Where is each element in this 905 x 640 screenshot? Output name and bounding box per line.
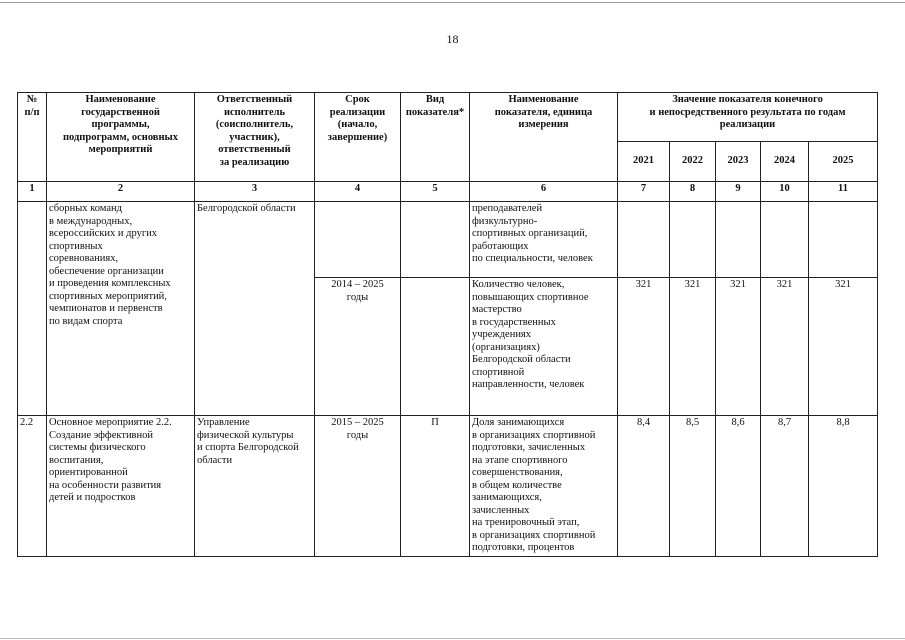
page-number: 18 [446,32,459,46]
row-value-2022: 8,5 [670,416,716,557]
column-number: 11 [809,182,878,202]
column-number: 6 [470,182,618,202]
row-value-2025 [809,202,878,278]
row-name: Основное мероприятие 2.2. Создание эффективной системы физического воспитания, ориентированной на особенности развития детей и подростков [47,416,195,557]
header-indicator: Наименование показателя, единица измерения [470,93,618,182]
row-value-2022 [670,202,716,278]
column-number: 5 [401,182,470,202]
row-value-2021: 321 [618,278,670,416]
row-period: 2014 – 2025 годы [315,278,401,416]
header-period: Срок реализации (начало, завершение) [315,93,401,182]
row-executor: Управление физической культуры и спорта Белгородской области [195,416,315,557]
row-value-2024 [761,202,809,278]
row-value-2024: 321 [761,278,809,416]
row-no: 2.2 [18,416,47,557]
header-kind: Вид показателя* [401,93,470,182]
row-kind [401,278,470,416]
row-period [315,202,401,278]
row-value-2023: 321 [716,278,761,416]
header-year-2024: 2024 [761,142,809,182]
row-value-2024: 8,7 [761,416,809,557]
row-period: 2015 – 2025 годы [315,416,401,557]
row-value-2021: 8,4 [618,416,670,557]
scan-bottom-edge [0,638,905,639]
row-value-2025: 321 [809,278,878,416]
row-indicator: Доля занимающихся в организациях спортивной подготовки, зачисленных на этапе спортивного совершенствования, в общем количестве занимающихся, зачисленных на тренировочный этап, в организациях спортивной подготовки, процентов [470,416,618,557]
column-number: 2 [47,182,195,202]
row-kind: П [401,416,470,557]
row-value-2021 [618,202,670,278]
header-no: № п/п [18,93,47,182]
column-number: 3 [195,182,315,202]
column-number: 10 [761,182,809,202]
scan-top-edge [0,2,905,3]
row-kind [401,202,470,278]
row-indicator: Количество человек, повышающих спортивное мастерство в государственных учреждениях (организациях) Белгородской области спортивной направленности, человек [470,278,618,416]
row-no [18,202,47,416]
header-year-2023: 2023 [716,142,761,182]
row-value-2023: 8,6 [716,416,761,557]
column-numbers-row [18,182,878,202]
column-number: 9 [716,182,761,202]
header-year-2021: 2021 [618,142,670,182]
column-number: 4 [315,182,401,202]
row-value-2022: 321 [670,278,716,416]
column-number: 8 [670,182,716,202]
row-indicator: преподавателей физкультурно- спортивных организаций, работающих по специальности, человек [470,202,618,278]
table-row [18,202,878,278]
header-row [18,93,878,142]
header-year-2022: 2022 [670,142,716,182]
table-row [18,416,878,557]
column-number: 1 [18,182,47,202]
row-value-2023 [716,202,761,278]
row-executor: Белгородской области [195,202,315,416]
header-executor: Ответственный исполнитель (соисполнитель, участник), ответственный за реализацию [195,93,315,182]
header-name: Наименование государственной программы, подпрограмм, основных мероприятий [47,93,195,182]
row-value-2025: 8,8 [809,416,878,557]
column-number: 7 [618,182,670,202]
header-values-group: Значение показателя конечного и непосредственного результата по годам реализации [618,93,878,142]
row-name: сборных команд в международных, всероссийских и других спортивных соревнованиях, обеспечение организации и проведения комплексных спортивных мероприятий, чемпионатов и первенств по видам спорта [47,202,195,416]
program-table [17,92,878,557]
header-year-2025: 2025 [809,142,878,182]
